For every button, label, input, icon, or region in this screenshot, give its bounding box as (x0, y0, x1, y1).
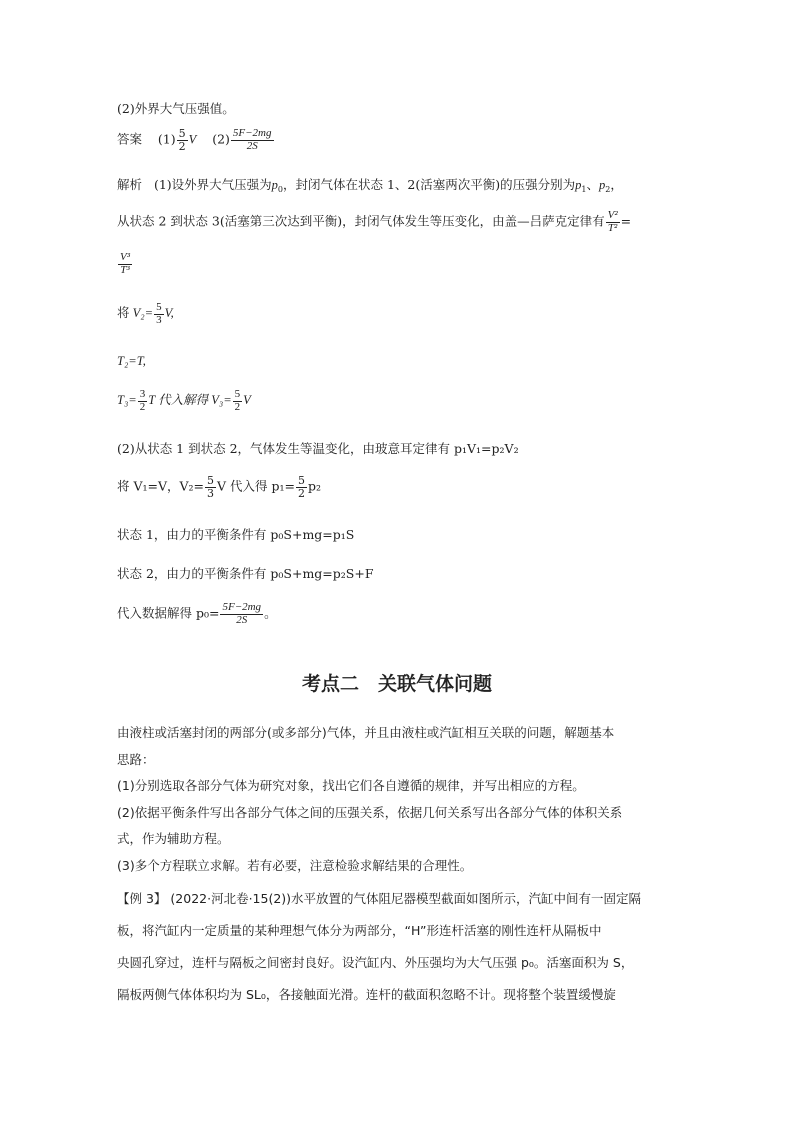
analysis-fraction-v3-t3: $\frac{\text{V³}}{\text{T³}}$ (120, 251, 131, 276)
example-line-4: 隔板两侧气体体积均为 SL₀，各接触面光滑。连杆的截面积忽略不计。现将整个装置缓慢旋 (117, 987, 616, 1002)
fraction-pressure: $\frac{5F-2mg}{2S}$ (232, 127, 272, 152)
analysis-line-1: 解析 (1)设外界大气压强为$p_0$，封闭气体在状态 1、2(活塞两次平衡)的压强分别为$p_1$、$p_2$， (117, 177, 623, 194)
intro-line-6: (3)多个方程联立求解。若有必要，注意检验求解结果的合理性。 (117, 858, 473, 873)
fraction-5-2: $\frac{5}{2}$ (178, 127, 186, 153)
intro-line-2: 思路： (117, 752, 155, 767)
analysis-label: 解析 (117, 177, 143, 192)
line-t3: T₃= $\frac{3}{2}$ T 代入解得 V₃= $\frac{5}{2}$ V (117, 388, 251, 413)
line-t2: T₂=T, (117, 354, 146, 368)
answer-line: 答案 (1) $\frac{5}{2}$ V (2) $\frac{5F-2mg}{2S}$ (117, 127, 272, 153)
line-boyle: (2)从状态 1 到状态 2，气体发生等温变化，由玻意耳定律有 p₁V₁=p₂V₂ (117, 441, 519, 456)
question-2: (2)外界大气压强值。 (117, 101, 235, 116)
example-line-2: 板，将汽缸内一定质量的某种理想气体分为两部分，“H”形连杆活塞的刚性连杆从隔板中 (117, 923, 602, 938)
line-final-result: 代入数据解得 p₀= $\frac{5F-2mg}{2S}$ 。 (117, 601, 277, 626)
intro-line-4: (2)依据平衡条件写出各部分气体之间的压强关系，依据几何关系写出各部分气体的体积关系 (117, 805, 623, 820)
example-tag: 【例 3】 (117, 891, 167, 906)
fraction-v2-t2: $\frac{\text{V²}}{\text{T²}}$ (607, 209, 618, 234)
analysis-line-2: 从状态 2 到状态 3(活塞第三次达到平衡)，封闭气体发生等压变化，由盖—吕萨克定律有 $\frac{\text{V²}}{\text{T²}}$ = (117, 209, 632, 234)
intro-line-5: 式，作为辅助方程。 (117, 831, 230, 846)
line-state-1: 状态 1，由力的平衡条件有 p₀S+mg=p₁S (117, 527, 355, 542)
line-substitute: 将 V₁=V，V₂= $\frac{5}{3}$ V 代入得 p₁= $\frac{5}{2}$ p₂ (117, 474, 322, 500)
intro-line-3: (1)分别选取各部分气体为研究对象，找出它们各自遵循的规律，并写出相应的方程。 (117, 778, 585, 793)
line-v2: 将 V₂= $\frac{5}{3}$ V, (117, 301, 174, 326)
answer-label: 答案 (117, 131, 143, 147)
intro-line-1: 由液柱或活塞封闭的两部分(或多部分)气体，并且由液柱或汽缸相互关联的问题，解题基本 (117, 725, 615, 740)
example-line-1: 【例 3】 (2022·河北卷·15(2))水平放置的气体阻尼器模型截面如图所示，汽缸中间有一固定隔 (117, 891, 642, 906)
example-line-3: 央圆孔穿过，连杆与隔板之间密封良好。设汽缸内、外压强均为大气压强 p₀。活塞面积为 S， (117, 955, 634, 970)
section-title: 考点二 关联气体问题 (301, 673, 492, 695)
line-state-2: 状态 2，由力的平衡条件有 p₀S+mg=p₂S+F (117, 566, 374, 581)
